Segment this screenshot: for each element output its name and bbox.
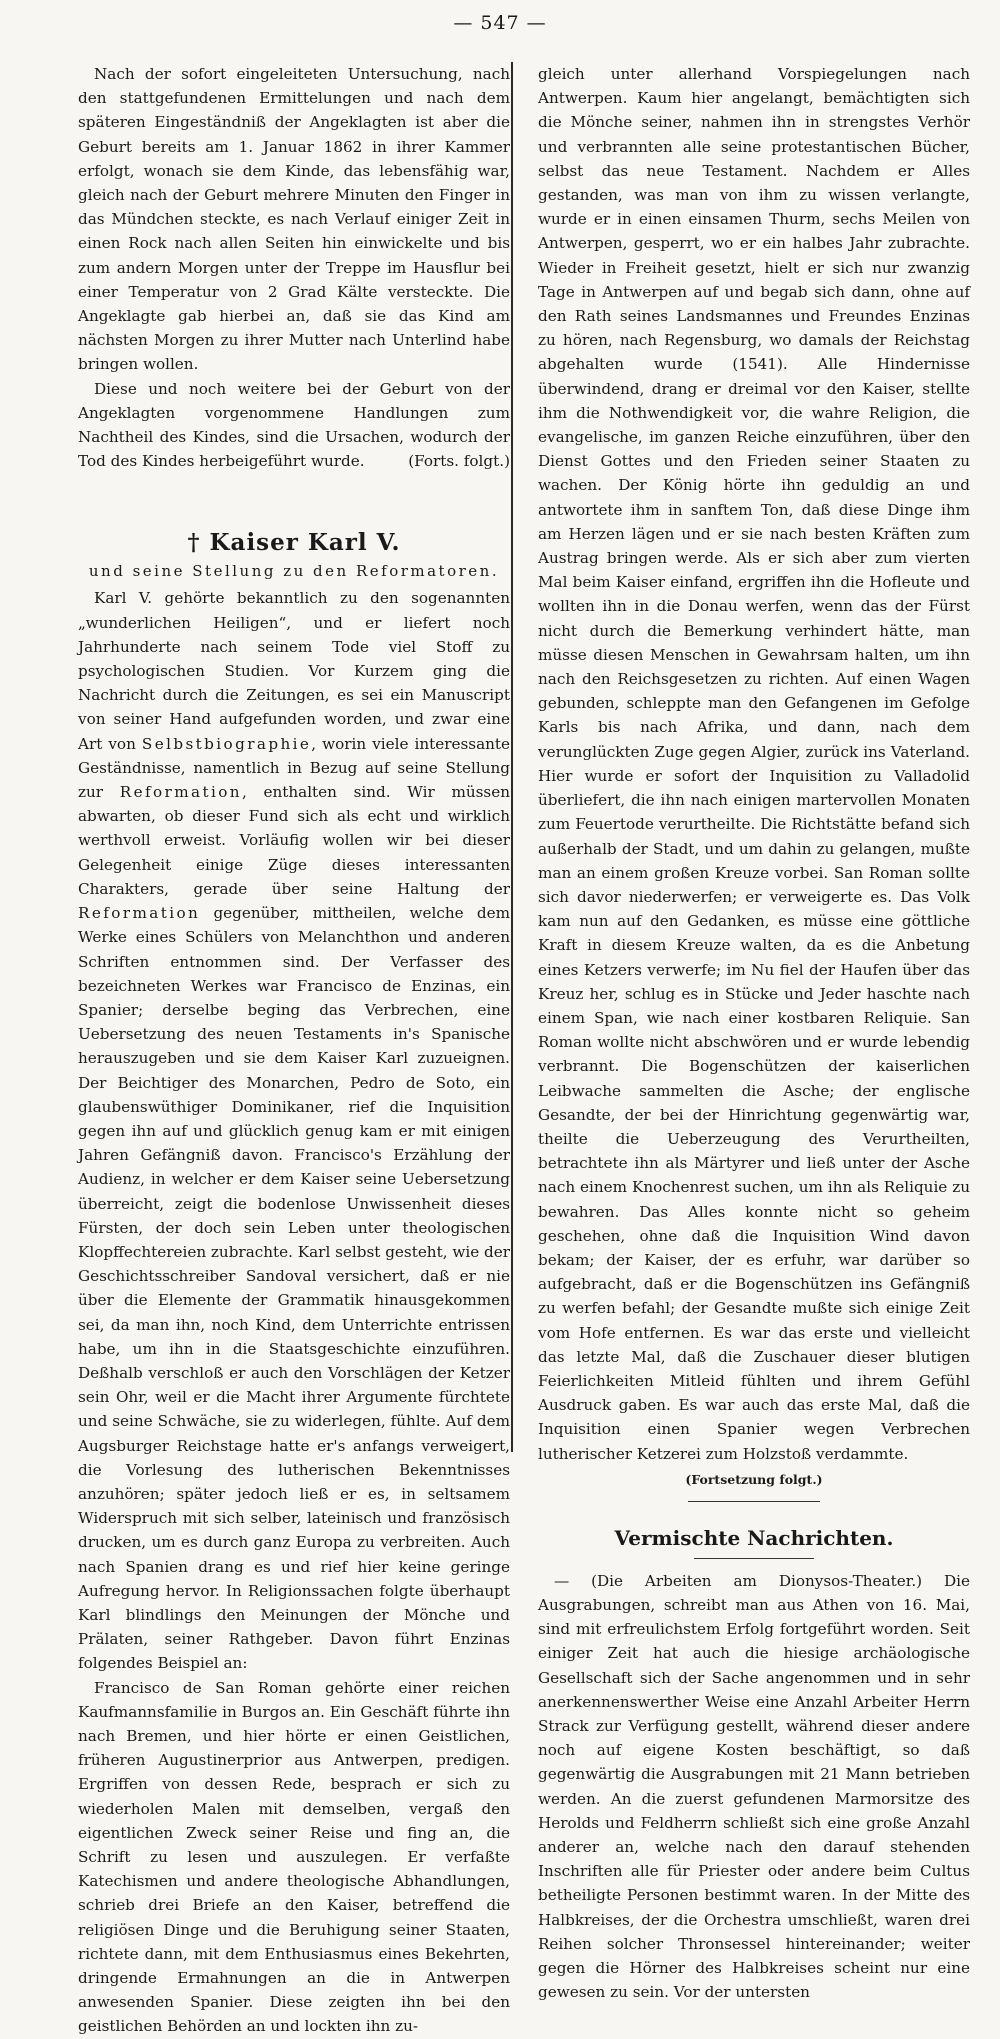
article-text-part: gegenüber, mittheilen, welche dem Werke eines Schülers von Melanchthon und anderen Schriften entnommen sind. Der Verfasser des bezeichneten Werkes war Francisco de Enzinas, ein Spanier; derselbe beging das Verbrechen, eine Uebersetzung des neuen Testaments in's Spanische herauszugeben und sie dem Kaiser Karl zuzueignen. Der Beichtiger des Monarchen, Pedro de Soto, ein glaubenswüthiger Dominikaner, rief die Inquisition gegen ihn auf und glücklich genug kam er mit einigen Jahren Gefängniß davon. Francisco's Erzählung der Audienz, in welcher er dem Kaiser seine Uebersetzung überreicht, zeigt die bodenlose Unwissenheit dieses Fürsten, der doch sein Leben unter theologischen Klopffechtereien zubrachte. Karl selbst gesteht, wie der Geschichtsschreiber Sandoval versichert, daß er nie über die Elemente der Grammatik hinausgekommen sei, da man ihn, noch Kind, dem Unterrichte entrissen habe, um ihn in die Staatsgeschichte einzuführen. Deßhalb verschloß er auch den Vorschlägen der Ketzer sein Ohr, weil er die Macht ihrer Argumente fürchtete und seine Schwäche, sie zu widerlegen, fühlte. Auf dem Augsburger Reichstage hatte er's anfangs verweigert, die Vorlesung des lutherischen Bekenntnisses anzuhören; später jedoch ließ er es, in seltsamem Widerspruch mit sich selber, lateinisch und französisch drucken, um es durch ganz Europa zu verbreiten. Auch nach Spanien drang es und rief hier keine geringe Aufregung hervor. In Religionssachen folgte überhaupt Karl blindlings den Meinungen der Mönche und Prälaten, seiner Rathgeber. Davon führt Enzinas folgendes Beispiel an: [78,904,511,1673]
court-report-conclusion [78,377,510,474]
court-report-paragraph: Nach der sofort eingeleiteten Untersuchung, nach den stattgefundenen Ermittelungen und nach dem späteren Eingeständniß der Angeklagten ist aber die Geburt bereits am 1. Januar 1862 in ihrer Kammer erfolgt, wonach sie dem Kinde, das lebensfähig war, gleich nach der Geburt mehrere Minuten den Finger in das Mündchen steckte, es nach Verlauf einiger Zeit in einen Rock nach allen Seiten hin einwickelte und bis zum andern Morgen unter der Treppe im Hausflur bei einer Temperatur von 2 Grad Kälte versteckte. Die Angeklagte gab hierbei an, daß sie das Kind am nächsten Morgen zu ihrer Mutter nach Unterlind habe bringen wollen. [78,65,510,374]
article-text-part: , worin viele interessante Geständnisse, namentlich in Bezug auf seine Stellung zur [78,734,511,802]
section-rule [694,1558,814,1559]
section-rule [688,1501,820,1502]
emphasis-reformation: Reformation [119,783,242,802]
article-text-part: , enthalten sind. Wir müssen abwarten, ob dieser Fund sich als echt und wirklich werthvoll erweist. Vorläufig wollen wir bei dieser Gelegenheit einige Züge dieses interessanten Charakters, gerade über seine Haltung der [78,783,511,898]
emphasis-selbstbiographie: Selbstbiographie [141,734,312,753]
news-item [538,1569,970,2005]
news-item-body: Die Ausgrabungen, schreibt man aus Athen von 16. Mai, sind mit erfreulichstem Erfolg fortgeführt worden. Seit einiger Zeit hat auch die hiesige archäologische Gesellschaft sich der Sache angenommen und in sehr anerkennenswerther Weise eine Anzahl Arbeiter Herrn Strack zur Verfügung gestellt, während dieser andere noch auf eigene Kosten beschäftigt, so daß gegenwärtig die Ausgrabungen mit 21 Mann betrieben werden. An die zuerst gefundenen Marmorsitze des Herolds und Feldherrn schließt sich eine große Anzahl anderer an, welche nach den darauf stehenden Inschriften alle für Priester oder andere beim Cultus betheiligte Personen bestimmt waren. In der Mitte des Halbkreises, der die Orchestra umschließt, waren drei Reihen solcher Thronsessel hintereinander; weiter gegen die Hörner des Halbkreises scheint nur eine gewesen zu sein. Vor der untersten [538,1571,970,2002]
article-title: † Kaiser Karl V. [187,529,401,557]
text-columns [78,62,970,2036]
right-column [538,62,970,2002]
article-subtitle: und seine Stellung zu den Reformatoren. [88,562,500,581]
left-column [78,62,511,2036]
article-paragraph: gleich unter allerhand Vorspiegelungen nach Antwerpen. Kaum hier angelangt, bemächtigten sich die Mönche seiner, nahmen ihn in strengstes Verhör und verbrannten alle seine protestantischen Bücher, selbst das neue Testament. Nachdem er Alles gestanden, was man von ihm zu wissen verlangte, wurde er in einen einsamen Thurm, sechs Meilen von Antwerpen, gesperrt, wo er ein halbes Jahr zubrachte. Wieder in Freiheit gesetzt, hielt er sich nur zwanzig Tage in Antwerpen auf und begab sich dann, ohne auf den Rath seines Landsmannes und Freundes Enzinas zu hören, nach Regensburg, wo damals der Reichstag abgehalten wurde (1541). Alle Hindernisse überwindend, drang er dreimal vor den Kaiser, stellte ihm die Nothwendigkeit vor, die wahre Religion, die evangelische, im ganzen Reiche einzuführen, über den Dienst Gottes und den Frieden seiner Staaten zu wachen. Der König hörte ihn geduldig an und antwortete ihm in sanftem Ton, daß diese Dinge ihm am Herzen lägen und er sie nach besten Kräften zum Austrag bringen werde. Als er sich aber zum vierten Mal beim Kaiser einfand, ergriffen ihn die Hofleute und wollten ihn in die Donau werfen, wenn das der Fürst nicht durch die Bemerkung verhindert hätte, man müsse diesen Menschen in Gewahrsam halten, um ihn nach den Reichsgesetzen zu richten. Auf einen Wagen gebunden, schleppte man den Gefangenen im Gefolge Karls bis nach Afrika, und dann, nach dem verunglückten Zuge gegen Algier, zurück ins Vaterland. Hier wurde er sofort der Inquisition zu Valladolid überliefert, die ihn nach einigen martervollen Monaten zum Feuertode verurtheilte. Die Richtstätte befand sich außerhalb der Stadt, und um dahin zu gelangen, mußte man an einem großen Kreuze vorbei. San Roman sollte sich davor niederwerfen; er verweigerte es. Das Volk kam nun auf den Gedanken, es müsse eine göttliche Kraft in diesem Kreuze walten, da es die Anbetung eines Ketzers verwerfe; im Nu fiel der Haufen über das Kreuz her, schlug es in Stücke und Jeder haschte nach einem Span, wie nach einer kostbaren Reliquie. San Roman wollte nicht abschwören und er wurde lebendig verbrannt. Die Bogenschützen der kaiserlichen Leibwache sammelten die Asche; der englische Gesandte, der bei der Hinrichtung gegenwärtig war, theilte die Ueberzeugung des Verurtheilten, betrachtete ihn als Märtyrer und ließ unter der Asche nach einem Knochenrest suchen, um ihn als Reliquie zu bewahren. Das Alles konnte nicht so geheim geschehen, ohne daß die Inquisition Wind davon bekam; der Kaiser, der es erfuhr, war darüber so aufgebracht, daß er die Bogenschützen ins Gefängniß zu werfen befahl; der Gesandte mußte sich einige Zeit vom Hofe entfernen. Es war das erste und vielleicht das letzte Mal, daß die Zuschauer dieser blutigen Feierlichkeiten Mitleid fühlten und ihrem Gefühl Ausdruck gaben. Es war auch das erste Mal, daß die Inquisition einen Spanier wegen Verbrechen lutherischer Ketzerei zum Holzstoß verdammte. [538,65,970,1463]
page-number: — 547 — [453,12,547,34]
court-report-conclusion-text: Diese und noch weitere bei der Geburt von der Angeklagten vorgenommene Handlungen zum Nachtheil des Kindes, sind die Ursachen, wodurch der Tod des Kindes herbeigeführt wurde. [78,379,510,471]
emphasis-reformation: Reformation [78,904,201,923]
article-paragraph: Francisco de San Roman gehörte einer reichen Kaufmannsfamilie in Burgos an. Ein Geschäft führte ihn nach Bremen, und hier hörte er einen Geistlichen, früheren Augustinerprior aus Antwerpen, predigen. Ergriffen von dessen Rede, besprach er sich zu wiederholen Malen mit demselben, vergaß den eigentlichen Zweck seiner Reise und fing an, die Schrift zu lesen und auszulegen. Er verfaßte Katechismen und andere theologische Abhandlungen, schrieb drei Briefe an den Kaiser, betreffend die religiösen Dinge und die Beruhigung seiner Staaten, richtete dann, mit dem Enthusiasmus eines Bekehrten, dringende Ermahnungen an die in Antwerpen anwesenden Spanier. Diese zeigten ihn bei den geistlichen Behörden an und lockten ihn zu- [78,1678,510,2036]
section-title: Vermischte Nachrichten. [614,1525,894,1550]
continuation-note: (Forts. folgt.) [408,452,510,471]
article-paragraph [78,586,510,1675]
article-text-part: Karl V. gehörte bekanntlich zu den sogenannten „wunderlichen Heiligen“, und er liefert noch Jahrhunderte nach seinem Tode viel Stoff zu psychologischen Studien. Vor Kurzem ging die Nachricht durch die Zeitungen, es sei ein Manuscript von seiner Hand aufgefunden worden, und zwar eine Art von [78,589,510,753]
continuation-note: (Fortsetzung folgt.) [685,1471,823,1487]
news-item-lead: — (Die Arbeiten am Dionysos-Theater.) [554,1571,923,1590]
